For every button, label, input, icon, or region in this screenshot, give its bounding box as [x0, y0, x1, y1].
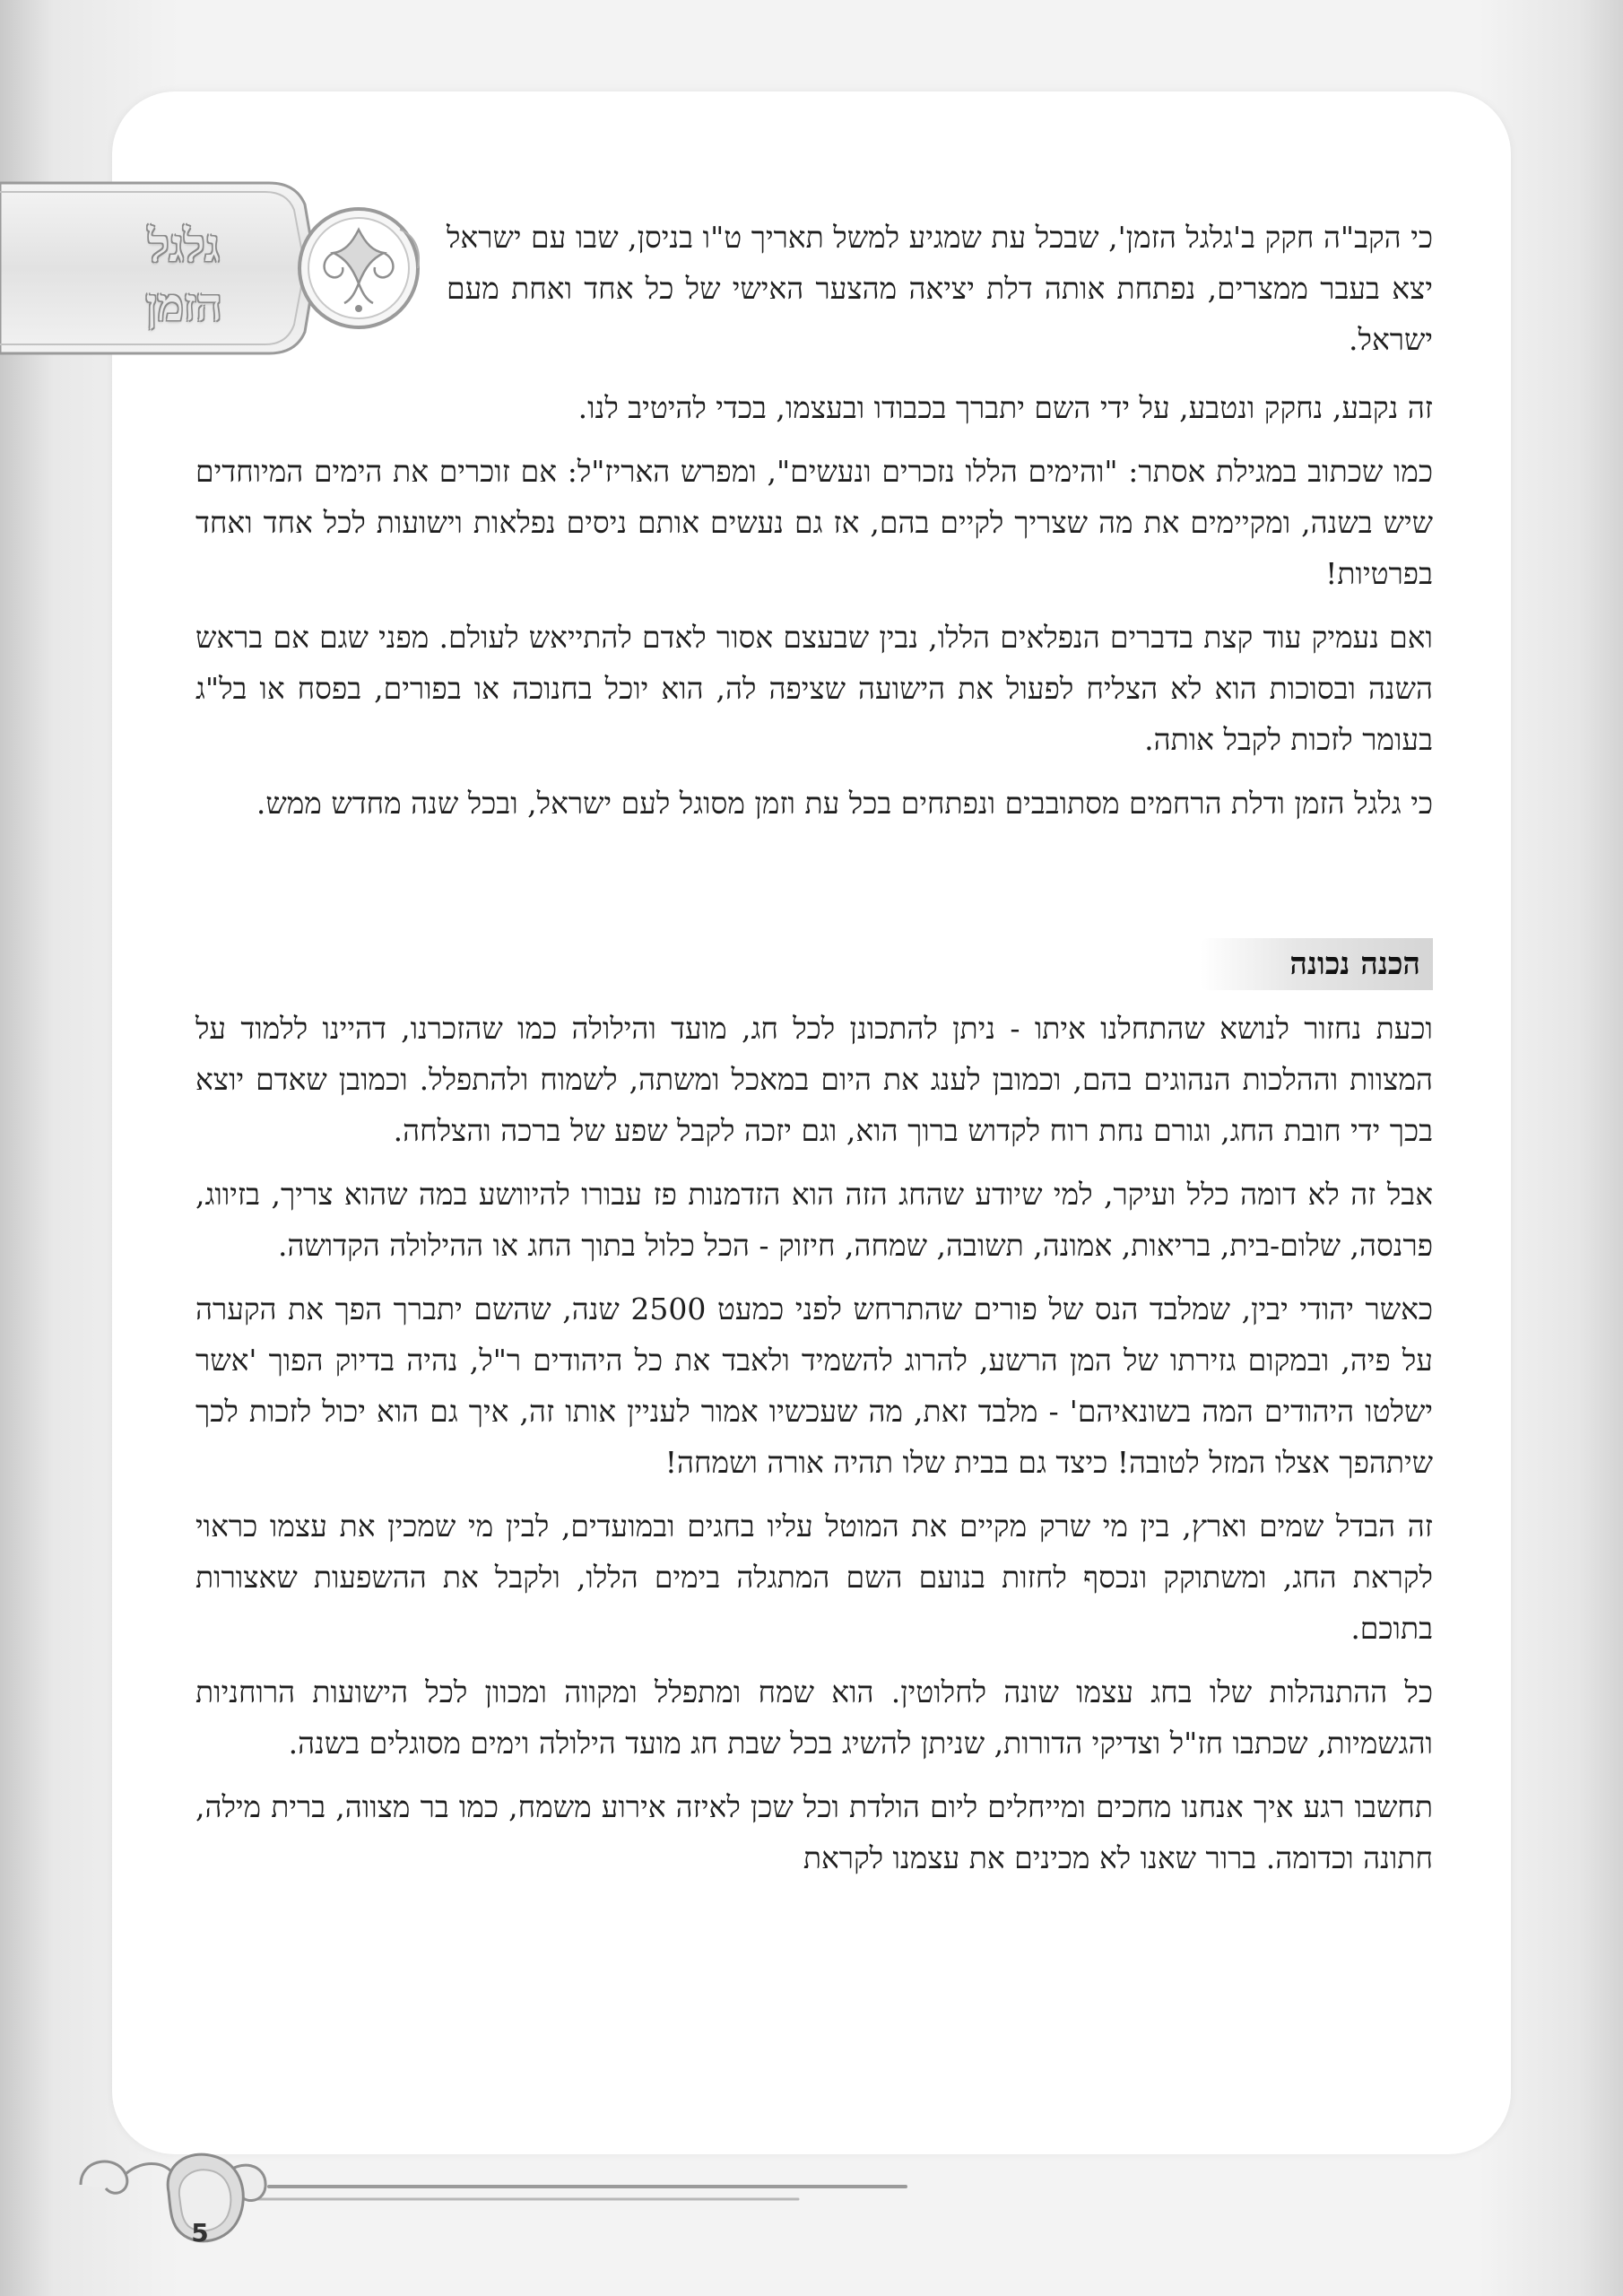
paragraph: תחשבו רגע איך אנחנו מחכים ומייחלים ליום הולדת וכל שכן לאיזה אירוע משמח, כמו בר מצווה, ברית מילה, חתונה וכדומה. ברור שאנו לא מכינים את עצמנו לקראת	[195, 1789, 1433, 1875]
intro-paragraph: כי הקב"ה חקק ב'גלגל הזמן', שבכל עת שמגיע למשל תאריך ט"ו בניסן, שבו עם ישראל יצא בעבר ממצרים, נפתחת אותה דלת יציאה מהצער האישי של כל אחד ואחת מעם ישראל.	[447, 220, 1433, 357]
paragraph: ואם נעמיק עוד קצת בדברים הנפלאים הללו, נבין שבעצם אסור לאדם להתייאש לעולם. מפני שגם אם בראש השנה ובסוכות הוא לא הצליח לפעול את הישועה שציפה לה, הוא יוכל בחנוכה או בפורים, בפסח או בל"ג בעומר לזכות לקבל אותה.	[195, 620, 1433, 757]
paragraph: זה נקבע, נחקק ונטבע, על ידי השם יתברך בכבודו ובעצמו, בכדי להיטיב לנו.	[577, 390, 1433, 425]
page-number: 5	[191, 2218, 209, 2248]
body-text-block-a	[195, 382, 1433, 829]
paragraph: זה הבדל שמים וארץ, בין מי שרק מקיים את המוטל עליו בחגים ובמועדים, לבין מי שמכין את עצמו כראוי לקראת החג, ומשתוקק ונכסף לחזות בנועם השם המתגלה בימים הללו, ולקבל את ההשפעות שאצורות בתוכם.	[195, 1509, 1433, 1646]
paragraph: כאשר יהודי יבין, שמלבד הנס של פורים שהתרחש לפני כמעט 2500 שנה, שהשם יתברך הפך את הקערה על פיה, ובמקום גזירתו של המן הרשע, להרוג להשמיד ולאבד את כל היהודים ר"ל, נהיה בדיוק הפוך 'אשר ישלטו היהודים המה בשונאיהם' - מלבד זאת, מה שעכשיו אמור לעניין אותו זה, איך גם הוא יכול לזכות לכך שיתהפך אצלו המזל לטובה! כיצד גם בבית שלו תהיה אורה ושמחה!	[195, 1292, 1434, 1480]
paragraph: כל ההתנהלות שלו בחג עצמו שונה לחלוטין. הוא שמח ומתפלל ומקווה ומכוון לכל הישועות הרוחניות והגשמיות, שכתבו חז"ל וצדיקי הדורות, שניתן להשיג בכל שבת חג מועד הילולה וימים מסוגלים בשנה.	[195, 1674, 1433, 1761]
paragraph: אבל זה לא דומה כלל ועיקר, למי שיודע שהחג הזה הוא הזדמנות פז עבורו להיוושע במה שהוא צריך, בזיווג, פרנסה, שלום-בית, בריאות, אמונה, תשובה, שמחה, חיזוק - הכל כלול בתוך החג או ההילולה הקדושה.	[195, 1177, 1433, 1263]
intro-paragraph-block	[447, 212, 1433, 365]
paragraph: וכעת נחזור לנושא שהתחלנו איתו - ניתן להתכונן לכל חג, מועד והילולה כמו שהזכרנו, דהיינו ללמוד על המצוות וההלכות הנהוגים בהם, וכמובן לענג את היום במאכל ומשתה, לשמוח ולהתפלל. וכמובן שאדם יוצא בכך ידי חובת החג, וגורם נחת רוח לקדוש ברוך הוא, וגם יזכה לקבל שפע של ברכה והצלחה.	[195, 1011, 1433, 1148]
paragraph: כמו שכתוב במגילת אסתר: "והימים הללו נזכרים ונעשים", ומפרש האריז"ל: אם זוכרים את הימים המיוחדים שיש בשנה, ומקיימים את מה שצריך לקיים בהם, אז גם נעשים אותם ניסים נפלאות וישועות לכל אחד ואחד בפרטיות!	[195, 454, 1433, 591]
section-heading-text: הכנה נכונה	[1289, 946, 1420, 982]
chapter-title	[117, 208, 251, 343]
chapter-title-line-2: הזמן	[145, 278, 222, 331]
section-heading	[1200, 938, 1433, 990]
body-text-block-b	[195, 1003, 1433, 1883]
chapter-title-line-1: גלגל	[148, 219, 220, 272]
paragraph: כי גלגל הזמן ודלת הרחמים מסתובבים ונפתחים בכל עת וזמן מסוגל לעם ישראל, ובכל שנה מחדש ממש.	[256, 786, 1433, 821]
